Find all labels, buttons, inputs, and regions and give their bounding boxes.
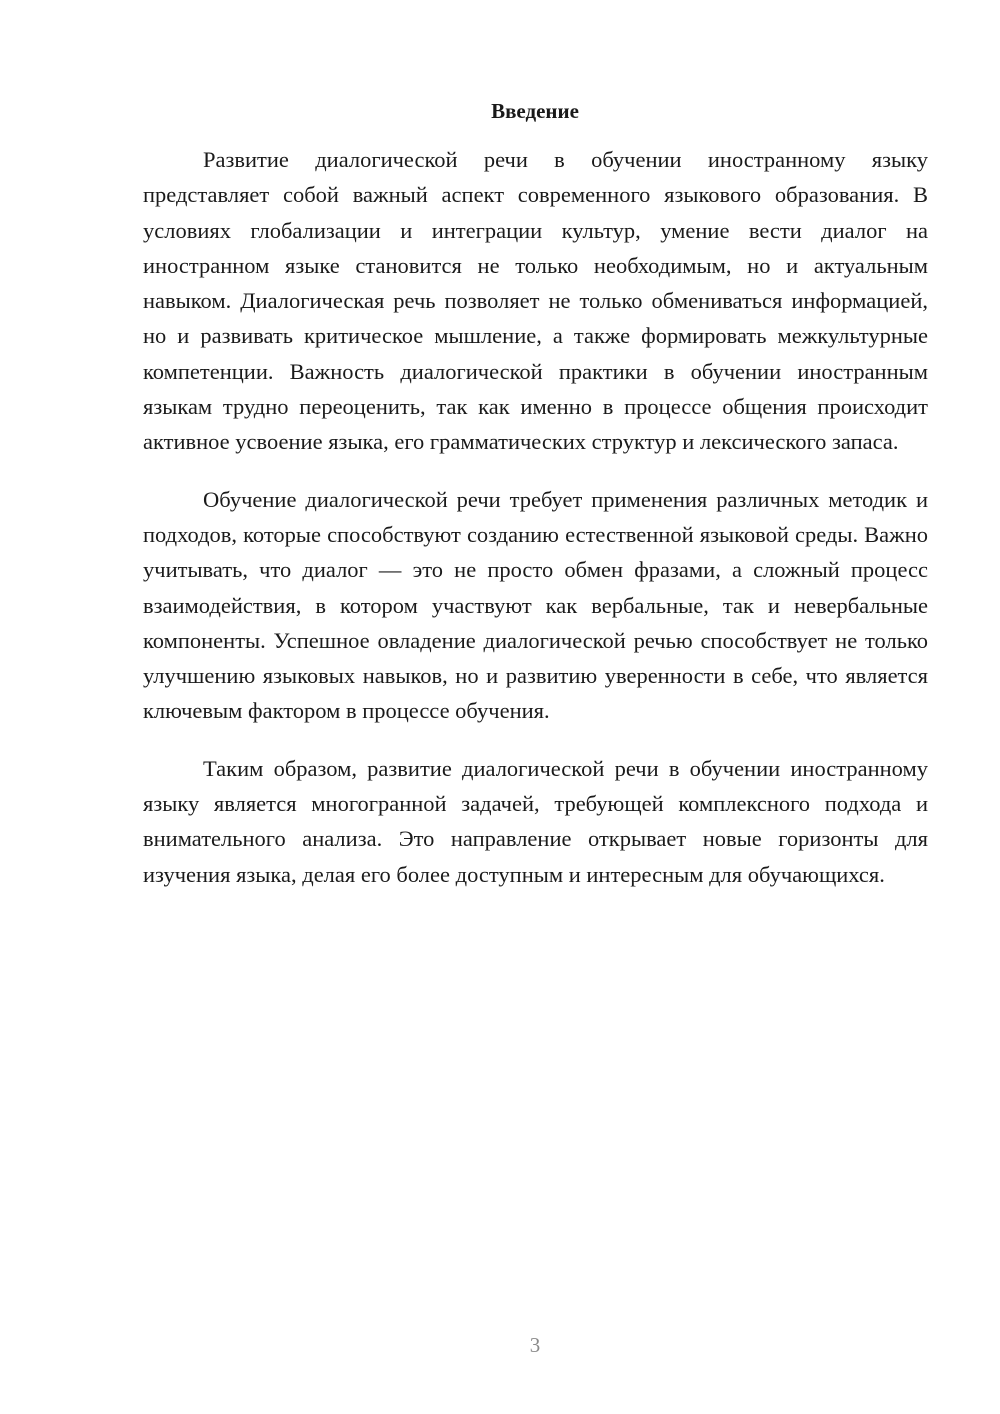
- page-number: 3: [529, 1333, 541, 1357]
- section-heading: Введение: [491, 99, 579, 123]
- paragraph-3: Таким образом, развитие диалогической речи в обучении иностранному языку является многогранной задачей, требующей комплексного подхода и внимательного анализа. Это направление открывает новые горизонты для изучения языка, делая его более доступным и интересным для обучающихся.: [143, 755, 928, 887]
- paragraph-2: Обучение диалогической речи требует применения различных методик и подходов, которые способствуют созданию естественной языковой среды. Важно учитывать, что диалог — это не просто обмен фразами, а сложный процесс взаимодействия, в котором участвуют как вербальные, так и невербальные компоненты. Успешное овладение диалогической речью способствует не только улучшению языковых навыков, но и развитию уверенности в себе, что является ключевым фактором в процессе обучения.: [143, 486, 928, 724]
- paragraph-1: Развитие диалогической речи в обучении иностранному языку представляет собой важный аспект современного языкового образования. В условиях глобализации и интеграции культур, умение вести диалог на иностранном языке становится не только необходимым, но и актуальным навыком. Диалогическая речь позволяет не только обмениваться информацией, но и развивать критическое мышление, а также формировать межкультурные компетенции. Важность диалогической практики в обучении иностранным языкам трудно переоценить, так как именно в процессе общения происходит активное усвоение языка, его грамматических структур и лексического запаса.: [143, 147, 928, 455]
- body-text: [143, 142, 928, 914]
